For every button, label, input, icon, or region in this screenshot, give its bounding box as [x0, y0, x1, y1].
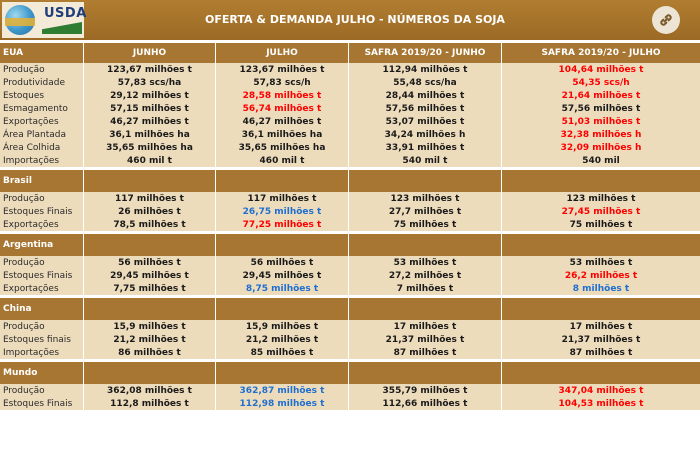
value-cell: 123 milhões t [502, 192, 700, 205]
value-cell: 53,07 milhões t [349, 115, 502, 128]
value-cell: 57,83 scs/ha [84, 76, 216, 89]
value-cell: 34,24 milhões h [349, 128, 502, 141]
header-cell [216, 362, 349, 384]
value-cell: 8,75 milhões t [216, 282, 349, 295]
value-cell: 33,91 milhões t [349, 141, 502, 154]
header-cell [349, 362, 502, 384]
table-row [0, 205, 700, 218]
value-cell: 540 mil [502, 154, 700, 167]
value-cell: 112,98 milhões t [216, 397, 349, 410]
usda-logo-text: USDA [44, 6, 87, 21]
section-title: Mundo [0, 362, 84, 384]
row-label: Exportações [0, 115, 84, 128]
value-cell: 77,25 milhões t [216, 218, 349, 231]
value-cell: 7,75 milhões t [84, 282, 216, 295]
table-row [0, 89, 700, 102]
row-label: Produção [0, 192, 84, 205]
value-cell: 56,74 milhões t [216, 102, 349, 115]
value-cell: 78,5 milhões t [84, 218, 216, 231]
usda-logo [2, 2, 87, 38]
value-cell: 362,87 milhões t [216, 384, 349, 397]
value-cell: 460 mil t [84, 154, 216, 167]
header-cell [216, 170, 349, 192]
value-cell: 26,2 milhões t [502, 269, 700, 282]
value-cell: 362,08 milhões t [84, 384, 216, 397]
value-cell: 104,64 milhões t [502, 63, 700, 76]
table-row [0, 346, 700, 359]
value-cell: 17 milhões t [349, 320, 502, 333]
value-cell: 21,64 milhões t [502, 89, 700, 102]
row-label: Estoques Finais [0, 205, 84, 218]
section-title: Brasil [0, 170, 84, 192]
value-cell: 27,45 milhões t [502, 205, 700, 218]
header-bar [0, 0, 700, 40]
section-header-china [0, 298, 700, 320]
section-title: Argentina [0, 234, 84, 256]
section-header-argentina [0, 234, 700, 256]
table-row [0, 141, 700, 154]
row-label: Estoques Finais [0, 269, 84, 282]
value-cell: 75 milhões t [502, 218, 700, 231]
row-label: Esmagamento [0, 102, 84, 115]
row-label: Produção [0, 63, 84, 76]
row-label: Estoques [0, 89, 84, 102]
value-cell: 53 milhões t [502, 256, 700, 269]
value-cell: 7 milhões t [349, 282, 502, 295]
header-cell [349, 170, 502, 192]
table-row [0, 102, 700, 115]
table-row [0, 154, 700, 167]
header-cell [502, 234, 700, 256]
value-cell: 29,12 milhões t [84, 89, 216, 102]
value-cell: 35,65 milhões ha [84, 141, 216, 154]
column-header: SAFRA 2019/20 - JUNHO [349, 43, 502, 63]
value-cell: 112,94 milhões t [349, 63, 502, 76]
header-cell [84, 362, 216, 384]
table-row [0, 76, 700, 89]
row-label: Área Colhida [0, 141, 84, 154]
column-header: JULHO [216, 43, 349, 63]
header-cell [216, 234, 349, 256]
value-cell: 28,58 milhões t [216, 89, 349, 102]
table-row [0, 282, 700, 295]
value-cell: 54,35 scs/h [502, 76, 700, 89]
column-header: SAFRA 2019/20 - JULHO [502, 43, 700, 63]
section-header-brasil [0, 170, 700, 192]
value-cell: 540 mil t [349, 154, 502, 167]
value-cell: 46,27 milhões t [84, 115, 216, 128]
value-cell: 57,56 milhões t [349, 102, 502, 115]
section-header-mundo [0, 362, 700, 384]
table-row [0, 218, 700, 231]
section-title: China [0, 298, 84, 320]
row-label: Área Plantada [0, 128, 84, 141]
value-cell: 123 milhões t [349, 192, 502, 205]
header-cell [84, 298, 216, 320]
value-cell: 347,04 milhões t [502, 384, 700, 397]
header-cell [502, 298, 700, 320]
row-label: Exportações [0, 218, 84, 231]
value-cell: 355,79 milhões t [349, 384, 502, 397]
value-cell: 29,45 milhões t [84, 269, 216, 282]
row-label: Produção [0, 256, 84, 269]
header-cell [84, 170, 216, 192]
value-cell: 17 milhões t [502, 320, 700, 333]
value-cell: 57,15 milhões t [84, 102, 216, 115]
value-cell: 55,48 scs/ha [349, 76, 502, 89]
value-cell: 123,67 milhões t [84, 63, 216, 76]
value-cell: 21,37 milhões t [502, 333, 700, 346]
table-row [0, 256, 700, 269]
value-cell: 86 milhões t [84, 346, 216, 359]
header-cell [502, 362, 700, 384]
value-cell: 29,45 milhões t [216, 269, 349, 282]
row-label: Importações [0, 346, 84, 359]
value-cell: 8 milhões t [502, 282, 700, 295]
header-cell [502, 170, 700, 192]
header-cell [349, 234, 502, 256]
value-cell: 87 milhões t [349, 346, 502, 359]
page-title: OFERTA & DEMANDA JULHO - NÚMEROS DA SOJA [205, 13, 505, 26]
value-cell: 46,27 milhões t [216, 115, 349, 128]
value-cell: 32,09 milhões h [502, 141, 700, 154]
value-cell: 112,66 milhões t [349, 397, 502, 410]
value-cell: 56 milhões t [216, 256, 349, 269]
value-cell: 112,8 milhões t [84, 397, 216, 410]
row-label: Produção [0, 384, 84, 397]
value-cell: 21,2 milhões t [216, 333, 349, 346]
table-row [0, 320, 700, 333]
value-cell: 21,37 milhões t [349, 333, 502, 346]
value-cell: 75 milhões t [349, 218, 502, 231]
value-cell: 26 milhões t [84, 205, 216, 218]
row-label: Estoques finais [0, 333, 84, 346]
table-row [0, 333, 700, 346]
table-row [0, 115, 700, 128]
row-label: Produtividade [0, 76, 84, 89]
value-cell: 15,9 milhões t [84, 320, 216, 333]
value-cell: 27,2 milhões t [349, 269, 502, 282]
row-label: Produção [0, 320, 84, 333]
header-cell [349, 298, 502, 320]
globe-band [5, 18, 35, 26]
row-label: Exportações [0, 282, 84, 295]
value-cell: 26,75 milhões t [216, 205, 349, 218]
value-cell: 51,03 milhões t [502, 115, 700, 128]
value-cell: 36,1 milhões ha [84, 128, 216, 141]
usda-leaf-icon [42, 22, 82, 34]
soy-supply-demand-table [0, 43, 700, 410]
value-cell: 27,7 milhões t [349, 205, 502, 218]
table-row [0, 63, 700, 76]
value-cell: 32,38 milhões h [502, 128, 700, 141]
value-cell: 123,67 milhões t [216, 63, 349, 76]
value-cell: 117 milhões t [84, 192, 216, 205]
value-cell: 36,1 milhões ha [216, 128, 349, 141]
row-label: Importações [0, 154, 84, 167]
column-header: JUNHO [84, 43, 216, 63]
row-label: Estoques Finais [0, 397, 84, 410]
value-cell: 53 milhões t [349, 256, 502, 269]
value-cell: 21,2 milhões t [84, 333, 216, 346]
link-button[interactable] [652, 6, 680, 34]
header-cell [84, 234, 216, 256]
section-header-eua [0, 43, 700, 63]
value-cell: 117 milhões t [216, 192, 349, 205]
table-row [0, 192, 700, 205]
value-cell: 87 milhões t [502, 346, 700, 359]
value-cell: 460 mil t [216, 154, 349, 167]
value-cell: 85 milhões t [216, 346, 349, 359]
header-cell [216, 298, 349, 320]
table-row [0, 128, 700, 141]
value-cell: 56 milhões t [84, 256, 216, 269]
value-cell: 57,83 scs/h [216, 76, 349, 89]
table-row [0, 269, 700, 282]
link-icon [657, 11, 675, 29]
value-cell: 15,9 milhões t [216, 320, 349, 333]
value-cell: 35,65 milhões ha [216, 141, 349, 154]
value-cell: 57,56 milhões t [502, 102, 700, 115]
value-cell: 28,44 milhões t [349, 89, 502, 102]
table-row [0, 384, 700, 397]
table-row [0, 397, 700, 410]
value-cell: 104,53 milhões t [502, 397, 700, 410]
section-title: EUA [0, 43, 84, 63]
